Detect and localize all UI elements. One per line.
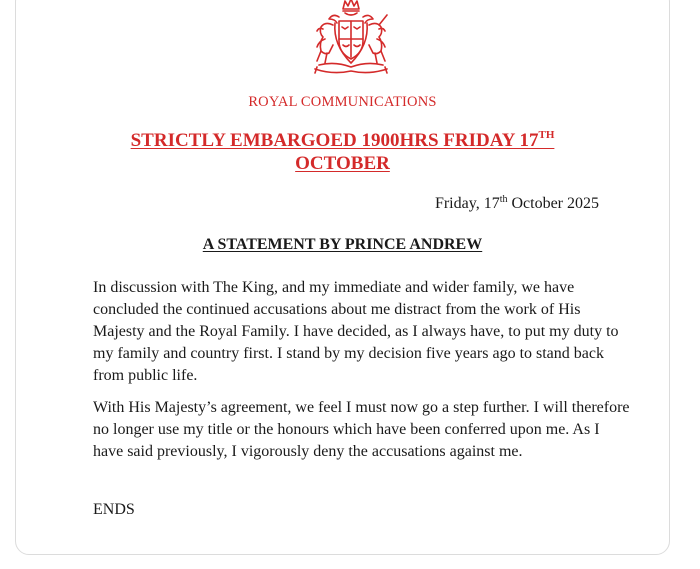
date-rest: October 2025 (507, 195, 599, 212)
statement-date (435, 195, 599, 213)
royal-coat-of-arms-icon (305, 0, 397, 81)
date-ordinal: th (499, 194, 508, 205)
statement-paragraph-2: With His Majesty’s agreement, we feel I must now go a step further. I will therefore no longer use my title or the honours which have been conferred upon me. As I have said previously, I vigorously deny the accusations against me. (93, 399, 630, 460)
date-prefix: Friday, 17 (434, 195, 500, 212)
statement-card (15, 0, 670, 555)
embargo-notice (16, 129, 669, 175)
statement-paragraph-1: In discussion with The King, and my immediate and wider family, we have concluded the continued accusations about me distract from the work of His Majesty and the Royal Family. I have decided, as I always have, to put my duty to my family and country first. I stand by my decision five years ago to stand back from public life. (93, 279, 619, 384)
office-title: ROYAL COMMUNICATIONS (248, 94, 437, 110)
statement-closing: ENDS (93, 501, 135, 518)
statement-heading: A STATEMENT BY PRINCE ANDREW (202, 236, 483, 253)
embargo-ordinal: TH (538, 129, 555, 141)
embargo-line-1: STRICTLY EMBARGOED 1900HRS FRIDAY 17 (130, 130, 539, 151)
embargo-line-2: OCTOBER (295, 153, 390, 174)
